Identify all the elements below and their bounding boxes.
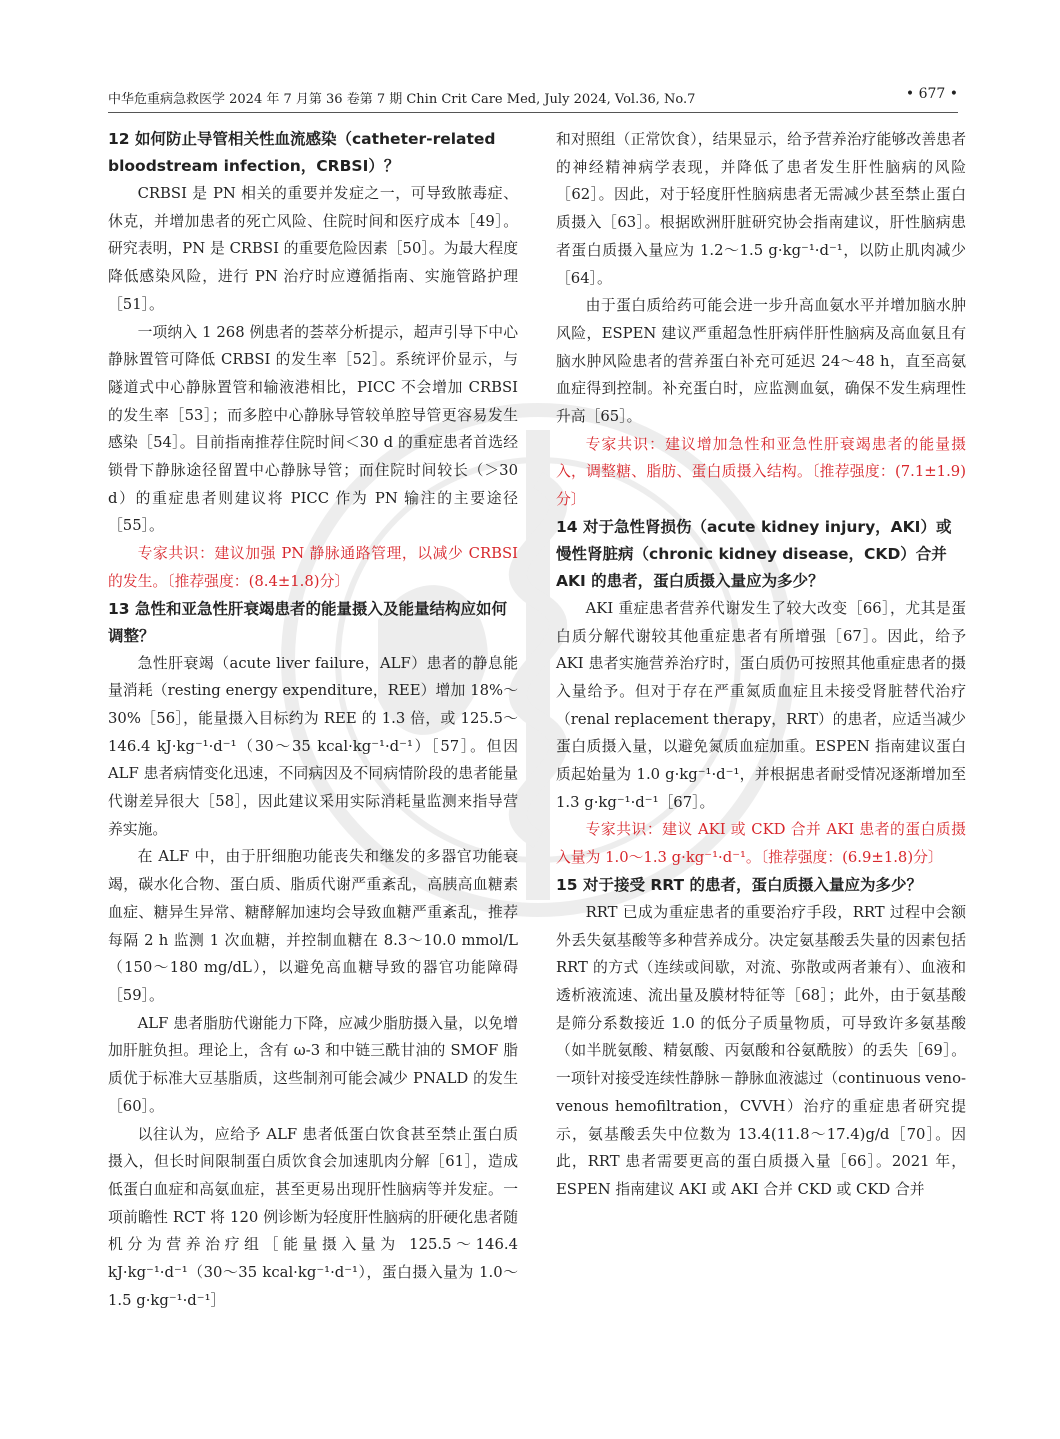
left-column [108, 126, 518, 1314]
paragraph: 急性肝衰竭（acute liver failure，ALF）患者的静息能量消耗（resting energy expenditure，REE）增加 18%～30%［56］，能量摄入目标约为 REE 的 1.3 倍，或 125.5～146.4 kJ·kg⁻¹·d⁻¹（30～35 kcal·kg⁻¹·d⁻¹）［57］。但因 ALF 患者病情变化迅速，不同病因及不同病情阶段的患者能量代谢差异很大［58］，因此建议采用实际消耗量监测来指导营养实施。 [108, 654, 518, 838]
expert-consensus-q12: 专家共识：建议加强 PN 静脉通路管理，以减少 CRBSI 的发生。〔推荐强度：(8.4±1.8)分〕 [108, 545, 518, 590]
paragraph: 以往认为，应给予 ALF 患者低蛋白饮食甚至禁止蛋白质摄入，但长时间限制蛋白质饮食会加速肌肉分解［61］，造成低蛋白血症和高氨血症，甚至更易出现肝性脑病等并发症。一项前瞻性 RCT 将 120 例诊断为轻度肝性脑病的肝硬化患者随机分为营养治疗组［能量摄入量为 125.5～146.4 kJ·kg⁻¹·d⁻¹（30～35 kcal·kg⁻¹·d⁻¹），蛋白摄入量为 1.0～1.5 g·kg⁻¹·d⁻¹］ [108, 1125, 518, 1309]
paragraph: RRT 已成为重症患者的重要治疗手段，RRT 过程中会额外丢失氨基酸等多种营养成分。决定氨基酸丢失量的因素包括 RRT 的方式（连续或间歇，对流、弥散或两者兼有）、血液和透析液流速、流出量及膜材特征等［68］；此外，由于氨基酸是筛分系数接近 1.0 的低分子质量物质，可导致许多氨基酸（如半胱氨酸、精氨酸、丙氨酸和谷氨酰胺）的丢失［69］。一项针对接受连续性静脉－静脉血液滤过（continuous veno-venous hemofiltration，CVVH）治疗的重症患者研究提示，氨基酸丢失中位数为 13.4(11.8～17.4)g/d［70］。因此，RRT 患者需要更高的蛋白质摄入量［66］。2021 年，ESPEN 指南建议 AKI 或 AKI 合并 CKD 或 CKD 合并 [556, 903, 966, 1198]
paragraph: 一项纳入 1 268 例患者的荟萃分析提示，超声引导下中心静脉置管可降低 CRBSI 的发生率［52］。系统评价显示，与隧道式中心静脉置管和输液港相比，PICC 不会增加 CRBSI 的发生率［53］；而多腔中心静脉导管较单腔导管更容易发生感染［54］。目前指南推荐住院时间＜30 d 的重症患者首选经锁骨下静脉途径留置中心静脉导管；而住院时间较长（＞30 d）的重症患者则建议将 PICC 作为 PN 输注的主要途径［55］。 [108, 323, 518, 535]
page-number: • 677 • [905, 86, 958, 102]
expert-consensus-q13: 专家共识：建议增加急性和亚急性肝衰竭患者的能量摄入，调整糖、脂肪、蛋白质摄入结构。〔推荐强度：(7.1±1.9)分〕 [556, 435, 966, 509]
journal-citation: 中华危重病急救医学 2024 年 7 月第 36 卷第 7 期 Chin Crit Care Med, July 2024, Vol.36, No.7 [108, 92, 696, 107]
running-header [108, 86, 958, 113]
paragraph: 由于蛋白质给药可能会进一步升高血氨水平并增加脑水肿风险，ESPEN 建议严重超急性肝病伴肝性脑病及高血氨且有脑水肿风险患者的营养蛋白补充可延迟 24～48 h，直至高氨血症得到控制。补充蛋白时，应监测血氨，确保不发生病理性升高［65］。 [556, 297, 966, 426]
expert-consensus-q14: 专家共识：建议 AKI 或 CKD 合并 AKI 患者的蛋白质摄入量为 1.0～1.3 g·kg⁻¹·d⁻¹。〔推荐强度：(6.9±1.8)分〕 [556, 821, 966, 867]
paragraph: 在 ALF 中，由于肝细胞功能丧失和继发的多器官功能衰竭，碳水化合物、蛋白质、脂质代谢严重紊乱，高胰高血糖素血症、糖异生异常、糖酵解加速均会导致血糖严重紊乱，推荐每隔 2 h 监测 1 次血糖，并控制血糖在 8.3～10.0 mmol/L（150～180 mg/dL），以避免高血糖导致的器官功能障碍［59］。 [108, 848, 518, 1004]
paragraph-continued: 和对照组（正常饮食），结果显示，给予营养治疗能够改善患者的神经精神病学表现，并降低了患者发生肝性脑病的风险［62］。因此，对于轻度肝性脑病患者无需减少甚至禁止蛋白质摄入［63］。根据欧洲肝脏研究协会指南建议，肝性脑病患者蛋白质摄入量应为 1.2～1.5 g·kg⁻¹·d⁻¹，以防止肌肉减少［64］。 [556, 131, 966, 287]
paragraph: CRBSI 是 PN 相关的重要并发症之一，可导致脓毒症、休克，并增加患者的死亡风险、住院时间和医疗成本［49］。研究表明，PN 是 CRBSI 的重要危险因素［50］。为最大程度降低感染风险，进行 PN 治疗时应遵循指南、实施管路护理［51］。 [108, 185, 518, 313]
section-heading-q12: 12 如何防止导管相关性血流感染（catheter-related bloodstream infection，CRBSI）？ [108, 130, 496, 175]
paragraph: ALF 患者脂肪代谢能力下降，应减少脂肪摄入量，以免增加肝脏负担。理论上，含有 ω-3 和中链三酰甘油的 SMOF 脂质优于标准大豆基脂质，这些制剂可能会减少 PNALD 的发生［60］。 [108, 1014, 518, 1115]
paragraph: AKI 重症患者营养代谢发生了较大改变［66］，尤其是蛋白质分解代谢较其他重症患者有所增强［67］。因此，给予 AKI 患者实施营养治疗时，蛋白质仍可按照其他重症患者的摄入量给予。但对于存在严重氮质血症且未接受肾脏替代治疗（renal replacement therapy，RRT）的患者，应适当减少蛋白质摄入量，以避免氮质血症加重。ESPEN 指南建议蛋白质起始量为 1.0 g·kg⁻¹·d⁻¹，并根据患者耐受情况逐渐增加至 1.3 g·kg⁻¹·d⁻¹［67］。 [556, 599, 966, 811]
section-heading-q15: 15 对于接受 RRT 的患者，蛋白质摄入量应为多少？ [556, 875, 923, 894]
right-column [556, 126, 966, 1204]
section-heading-q13: 13 急性和亚急性肝衰竭患者的能量摄入及能量结构应如何调整？ [108, 599, 507, 645]
section-heading-q14: 14 对于急性肾损伤（acute kidney injury，AKI）或慢性肾脏病（chronic kidney disease，CKD）合并 AKI 的患者，蛋白质摄入量应为多少？ [556, 517, 952, 590]
